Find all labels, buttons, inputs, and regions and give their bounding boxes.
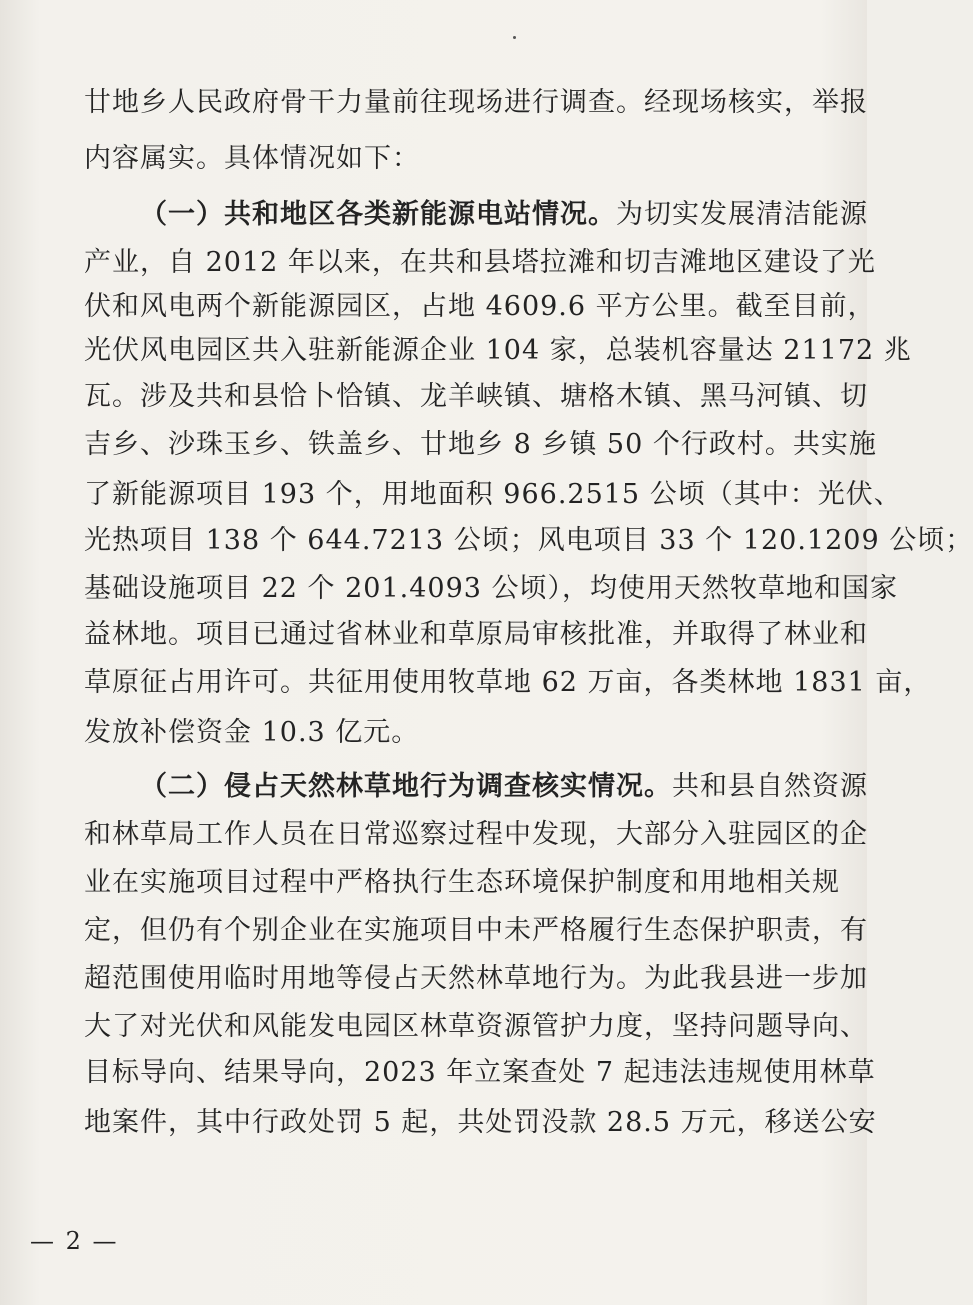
text-line: 目标导向、结果导向，2023 年立案查处 7 起违法违规使用林草 [84,1057,876,1088]
text-line: 地案件，其中行政处罚 5 起，共处罚没款 28.5 万元，移送公安 [84,1107,877,1138]
text-line: 定，但仍有个别企业在实施项目中未严格履行生态保护职责，有 [84,915,868,946]
text-line: 超范围使用临时用地等侵占天然林草地行为。为此我县进一步加 [84,963,868,994]
text-line: 和林草局工作人员在日常巡察过程中发现，大部分入驻园区的企 [84,819,868,850]
section-2-text: 共和县自然资源 [672,771,868,802]
text-line: 业在实施项目过程中严格执行生态环境保护制度和用地相关规 [84,867,840,898]
text-line: 草原征占用许可。共征用使用牧草地 62 万亩，各类林地 1831 亩， [84,667,932,698]
text-line: 光热项目 138 个 644.7213 公顷；风电项目 33 个 120.1209 公顷； [84,525,973,556]
section-2-first-line [140,770,868,804]
section-1-text: 为切实发展清洁能源 [616,199,868,230]
text-line: 了新能源项目 193 个，用地面积 966.2515 公顷（其中：光伏、 [84,479,902,510]
text-line: 产业，自 2012 年以来，在共和县塔拉滩和切吉滩地区建设了光 [84,247,876,278]
text-line: 廿地乡人民政府骨干力量前往现场进行调查。经现场核实，举报 [84,87,868,118]
text-line: 瓦。涉及共和县恰卜恰镇、龙羊峡镇、塘格木镇、黑马河镇、切 [84,381,868,412]
text-line: 伏和风电两个新能源园区，占地 4609.6 平方公里。截至目前， [84,291,876,322]
text-line: 基础设施项目 22 个 201.4093 公顷），均使用天然牧草地和国家 [84,573,899,604]
section-2-heading: （二）侵占天然林草地行为调查核实情况。 [140,771,672,802]
text-line: 吉乡、沙珠玉乡、铁盖乡、廿地乡 8 乡镇 50 个行政村。共实施 [84,429,877,460]
section-1-first-line [140,198,868,232]
text-line: 发放补偿资金 10.3 亿元。 [84,717,420,748]
page-number: — 2 — [30,1227,119,1255]
text-line: 光伏风电园区共入驻新能源企业 104 家，总装机容量达 21172 兆 [84,335,912,366]
text-line: 大了对光伏和风能发电园区林草资源管护力度，坚持问题导向、 [84,1011,868,1042]
text-line: 益林地。项目已通过省林业和草原局审核批准，并取得了林业和 [84,619,868,650]
text-line: 内容属实。具体情况如下： [84,143,420,174]
section-1-heading: （一）共和地区各类新能源电站情况。 [140,199,616,230]
